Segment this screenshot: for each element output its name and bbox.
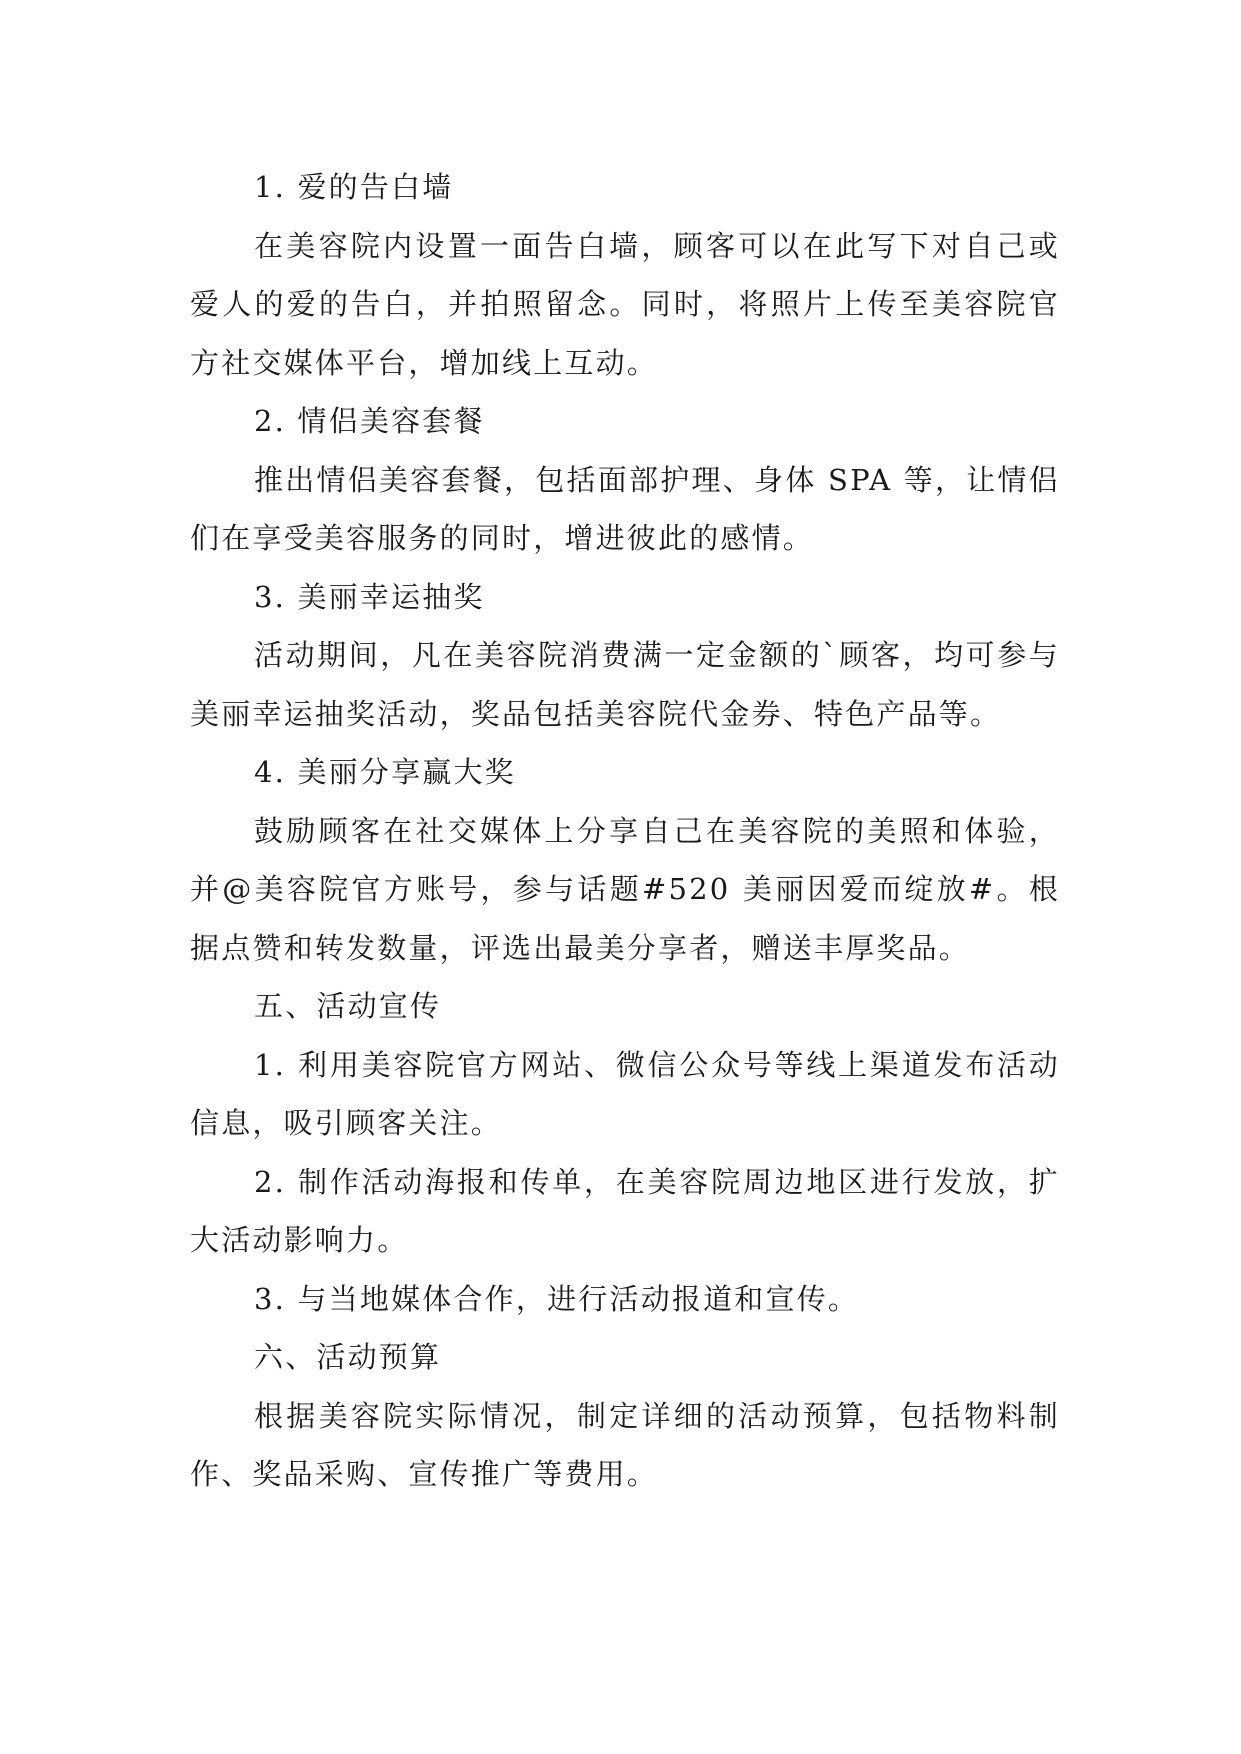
promotion-item-posters: 2. 制作活动海报和传单，在美容院周边地区进行发放，扩大活动影响力。 bbox=[190, 1164, 1060, 1257]
promotion-item-media: 3. 与当地媒体合作，进行活动报道和宣传。 bbox=[254, 1281, 860, 1316]
item-heading-love-wall: 1. 爱的告白墙 bbox=[254, 170, 454, 204]
body-paragraph-lucky-draw: 活动期间，凡在美容院消费满一定金额的`顾客，均可参与美丽幸运抽奖活动，奖品包括美容院代金券、特色产品等。 bbox=[190, 638, 1060, 731]
promotion-item-online: 1. 利用美容院官方网站、微信公众号等线上渠道发布活动信息，吸引顾客关注。 bbox=[190, 1047, 1060, 1140]
item-heading-couple-package: 2. 情侣美容套餐 bbox=[254, 404, 485, 438]
budget-paragraph: 根据美容院实际情况，制定详细的活动预算，包括物料制作、奖品采购、宣传推广等费用。 bbox=[190, 1398, 1060, 1491]
body-paragraph-couple-package: 推出情侣美容套餐，包括面部护理、身体 SPA 等，让情侣们在享受美容服务的同时，增进彼此的感情。 bbox=[190, 462, 1060, 555]
section-heading-budget: 六、活动预算 bbox=[254, 1340, 442, 1374]
item-heading-lucky-draw: 3. 美丽幸运抽奖 bbox=[254, 579, 485, 614]
document-body bbox=[190, 158, 1060, 1504]
item-heading-share-prize: 4. 美丽分享赢大奖 bbox=[254, 755, 516, 789]
body-paragraph-love-wall: 在美容院内设置一面告白墙，顾客可以在此写下对自己或爱人的爱的告白，并拍照留念。同时，将照片上传至美容院官方社交媒体平台，增加线上互动。 bbox=[190, 228, 1060, 380]
section-heading-promotion: 五、活动宣传 bbox=[254, 989, 442, 1023]
body-paragraph-share-prize: 鼓励顾客在社交媒体上分享自己在美容院的美照和体验，并@美容院官方账号，参与话题#520 美丽因爱而绽放#。根据点赞和转发数量，评选出最美分享者，赠送丰厚奖品。 bbox=[190, 813, 1060, 965]
